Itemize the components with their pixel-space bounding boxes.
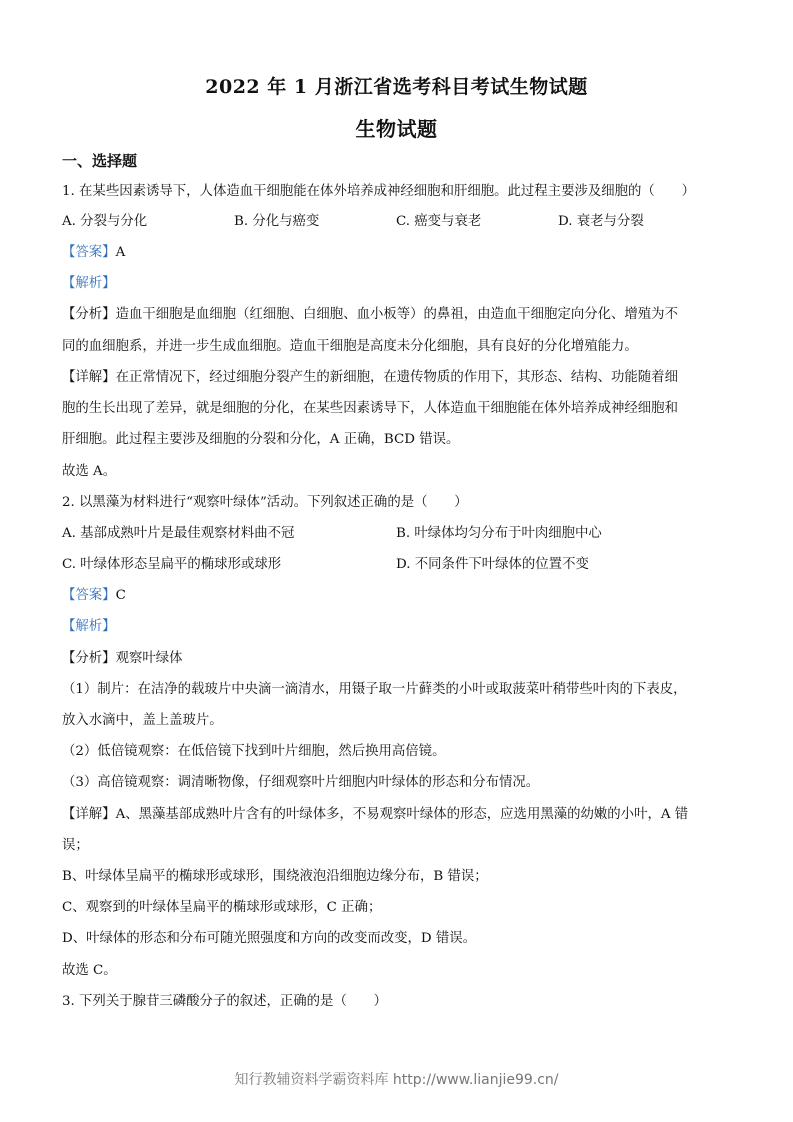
- q2-detail-a1: [62, 805, 732, 825]
- xiangjie-tag: 【详解】: [62, 807, 116, 822]
- footer-watermark: 知行教辅资料学霸资料库 http://www.lianjie99.cn/: [234, 1072, 559, 1088]
- xiangjie-tag: 【详解】: [62, 370, 116, 385]
- xiangjie-text: A、黑藻基部成熟叶片含有的叶绿体多，不易观察叶绿体的形态，应选用黑藻的幼嫩的小叶，A 错: [115, 807, 689, 822]
- q2-option-b: B. 叶绿体均匀分布于叶肉细胞中心: [396, 526, 602, 541]
- q2-answer: [62, 586, 732, 606]
- q1-xiangjie-2: 胞的生长出现了差异，就是细胞的分化，在某些因素诱导下，人体造血干细胞能在体外培养成神经细胞和: [62, 401, 678, 416]
- q2-detail-d: D、叶绿体的形态和分布可随光照强度和方向的改变而改变，D 错误。: [62, 931, 477, 946]
- q1-conclusion: 故选 A。: [62, 464, 117, 479]
- q2-option-d: D. 不同条件下叶绿体的位置不变: [396, 557, 589, 572]
- q1-option-b: B. 分化与癌变: [234, 214, 320, 229]
- q2-fenxi: [62, 649, 732, 669]
- answer-value: A: [115, 245, 126, 260]
- q1-answer: [62, 243, 732, 263]
- fenxi-text: 观察叶绿体: [115, 651, 183, 666]
- q2-option-a: A. 基部成熟叶片是最佳观察材料曲不冠: [62, 526, 295, 541]
- q1-xiangjie-1: [62, 368, 732, 388]
- page-title: 2022 年 1 月浙江省选考科目考试生物试题: [205, 76, 588, 98]
- q2-detail-c: C、观察到的叶绿体呈扁平的椭球形或球形，C 正确；: [62, 900, 382, 915]
- q2-detail-b: B、叶绿体呈扁平的椭球形或球形，围绕液泡沿细胞边缘分布，B 错误；: [62, 869, 488, 884]
- q1-option-c: C. 癌变与衰老: [396, 214, 482, 229]
- q2-stem: 2. 以黑藻为材料进行“观察叶绿体”活动。下列叙述正确的是（ ）: [62, 495, 468, 510]
- q1-fenxi-2: 同的血细胞系，并进一步生成血细胞。造血干细胞是高度未分化细胞，具有良好的分化增殖能力。: [62, 339, 638, 354]
- answer-tag: 【答案】: [62, 588, 116, 603]
- q2-option-c: C. 叶绿体形态呈扁平的椭球形或球形: [62, 557, 282, 572]
- q2-conclusion: 故选 C。: [62, 963, 117, 978]
- section-heading: 一、选择题: [62, 152, 138, 170]
- xiangjie-text: 在正常情况下，经过细胞分裂产生的新细胞，在遗传物质的作用下，其形态、结构、功能随着细: [115, 370, 678, 385]
- q2-step2: （2）低倍镜观察：在低倍镜下找到叶片细胞，然后换用高倍镜。: [62, 744, 446, 759]
- q1-stem: 1. 在某些因素诱导下，人体造血干细胞能在体外培养成神经细胞和肝细胞。此过程主要涉及细胞的（ ）: [62, 184, 695, 199]
- page-subtitle: 生物试题: [355, 117, 438, 141]
- answer-value: C: [115, 588, 126, 603]
- fenxi-tag: 【分析】: [62, 651, 116, 666]
- q2-detail-a2: 误；: [62, 838, 89, 853]
- q1-fenxi-1: [62, 305, 732, 325]
- fenxi-tag: 【分析】: [62, 307, 116, 322]
- q3-stem: 3. 下列关于腺苷三磷酸分子的叙述，正确的是（ ）: [62, 994, 388, 1009]
- q1-xiangjie-3: 肝细胞。此过程主要涉及细胞的分裂和分化，A 正确，BCD 错误。: [62, 432, 460, 447]
- q1-option-d: D. 衰老与分裂: [558, 214, 644, 229]
- answer-tag: 【答案】: [62, 245, 116, 260]
- fenxi-text: 造血干细胞是血细胞（红细胞、白细胞、血小板等）的鼻祖，由造血干细胞定向分化、增殖为不: [115, 307, 678, 322]
- q2-analysis-tag: 【解析】: [62, 619, 116, 634]
- q1-option-a: A. 分裂与分化: [62, 214, 148, 229]
- q2-step3: （3）高倍镜观察：调清晰物像，仔细观察叶片细胞内叶绿体的形态和分布情况。: [62, 775, 540, 790]
- q2-step1-b: 放入水滴中，盖上盖玻片。: [62, 713, 223, 728]
- q1-analysis-tag: 【解析】: [62, 276, 116, 291]
- q2-step1-a: （1）制片：在洁净的载玻片中央滴一滴清水，用镊子取一片藓类的小叶或取菠菜叶稍带些叶肉的下表皮，: [62, 682, 687, 697]
